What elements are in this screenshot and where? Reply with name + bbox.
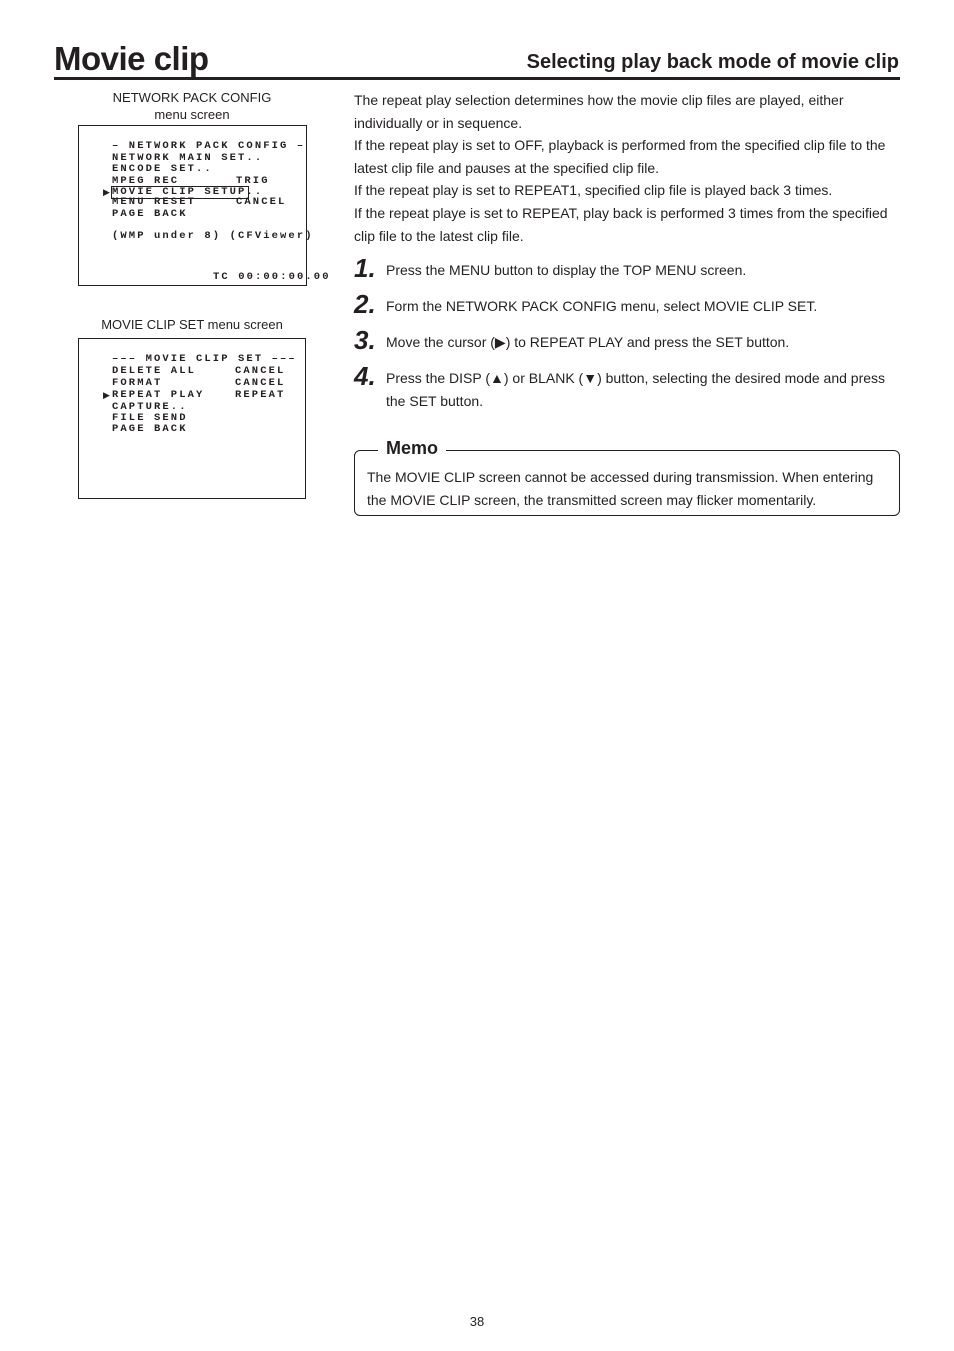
screen1-caption-line2: menu screen: [154, 107, 230, 122]
menu-item-page-back: PAGE BACK: [112, 423, 188, 435]
movie-clip-set-screen: [78, 338, 306, 499]
screen2-caption: MOVIE CLIP SET menu screen: [101, 317, 283, 332]
screen1-caption: [78, 89, 306, 123]
page-number: 38: [469, 1314, 485, 1329]
title-rule: [54, 77, 900, 80]
menu-item-network-main-set: NETWORK MAIN SET..: [112, 152, 264, 164]
menu-heading: ––– MOVIE CLIP SET –––: [112, 353, 297, 365]
menu-value-delete-all: CANCEL: [235, 365, 286, 377]
menu-item-mpeg-rec: MPEG REC: [112, 175, 180, 187]
off-paragraph: If the repeat play is set to OFF, playback is performed from the specified clip file to the latest clip file and pauses at the specified clip file.: [354, 137, 886, 176]
network-pack-config-screen: [78, 125, 331, 286]
screen1-caption-line1: NETWORK PACK CONFIG: [112, 90, 272, 105]
step-text: Form the NETWORK PACK CONFIG menu, select MOVIE CLIP SET.: [386, 298, 818, 314]
step-number: 4.: [354, 361, 376, 391]
menu-item-format: FORMAT: [112, 377, 163, 389]
menu-item-capture: CAPTURE..: [112, 401, 188, 413]
menu-item-repeat-play: REPEAT PLAY: [112, 389, 205, 401]
menu-value-repeat-play: REPEAT: [235, 389, 286, 401]
menu-note: (WMP under 8) (CFViewer): [112, 230, 314, 242]
menu-value-menu-reset: CANCEL: [236, 196, 287, 208]
timecode: TC 00:00:00.00: [213, 271, 331, 283]
step-text: Move the cursor (▶) to REPEAT PLAY and press the SET button.: [386, 334, 790, 350]
repeat-paragraph: If the repeat playe is set to REPEAT, play back is performed 3 times from the specified clip file to the latest clip file.: [354, 205, 888, 244]
menu-item-page-back: PAGE BACK: [112, 208, 188, 220]
menu-value-mpeg-rec: TRIG: [236, 175, 270, 187]
menu-heading: – NETWORK PACK CONFIG –: [112, 140, 306, 152]
menu-item-movie-clip-setup: MOVIE CLIP SETUP..: [112, 186, 264, 198]
step-number: 1.: [354, 253, 376, 283]
cursor-icon: ▶: [103, 187, 110, 197]
step-text: Press the MENU button to display the TOP MENU screen.: [386, 262, 747, 278]
menu-item-menu-reset: MENU RESET: [112, 196, 197, 208]
step-text: Press the DISP (▲) or BLANK (▼) button, selecting the desired mode and press the SET button.: [386, 370, 886, 409]
step-number: 3.: [354, 325, 376, 355]
menu-item-file-send: FILE SEND: [112, 412, 188, 424]
cursor-icon: ▶: [103, 390, 110, 400]
menu-item-encode-set: ENCODE SET..: [112, 163, 213, 175]
memo-title: Memo: [378, 438, 446, 459]
menu-item-delete-all: DELETE ALL: [112, 365, 197, 377]
menu-value-format: CANCEL: [235, 377, 286, 389]
section-title: Selecting play back mode of movie clip: [526, 51, 899, 73]
repeat1-paragraph: If the repeat play is set to REPEAT1, specified clip file is played back 3 times.: [354, 182, 833, 198]
intro-paragraph: The repeat play selection determines how the movie clip files are played, either individually or in sequence.: [354, 92, 844, 131]
page-title: Movie clip: [54, 40, 209, 77]
memo-text: The MOVIE CLIP screen cannot be accessed during transmission. When entering the MOVIE CLIP screen, the transmitted screen may flicker momentarily.: [367, 469, 874, 508]
step-number: 2.: [354, 289, 376, 319]
